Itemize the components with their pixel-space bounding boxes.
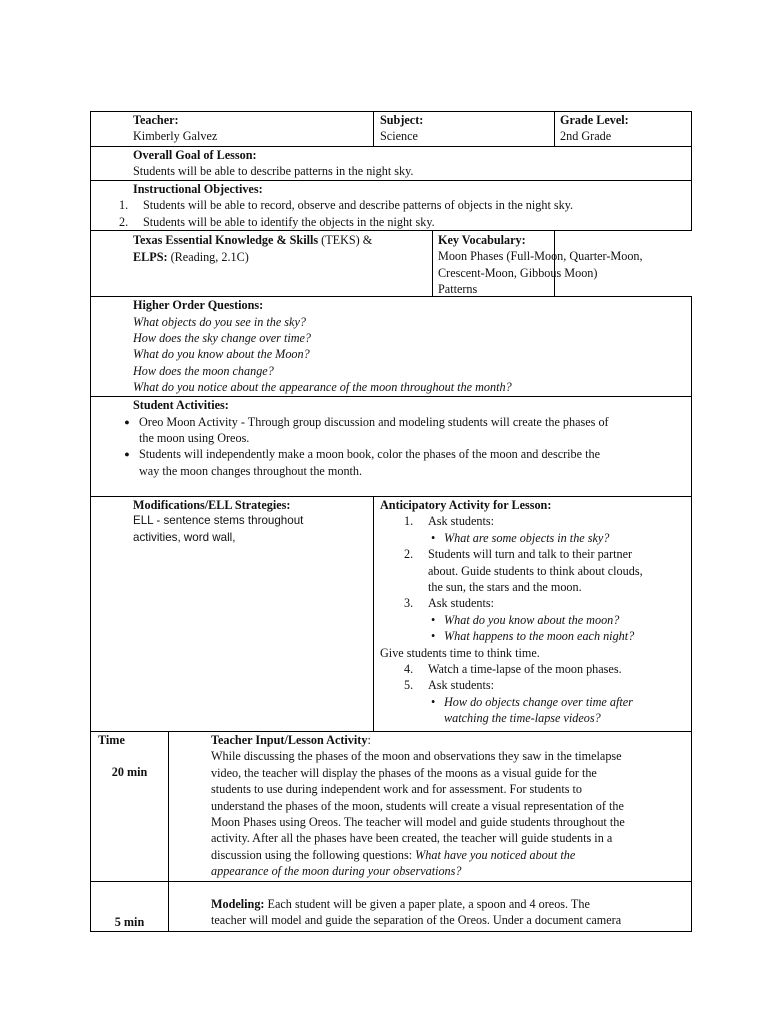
objective-number: 2. xyxy=(119,214,129,229)
hoq-question: What do you notice about the appearance of the moon throughout the month? xyxy=(133,380,512,395)
give-time-text: Give students time to think time. xyxy=(380,645,540,660)
step-text: Students will turn and talk to their partner xyxy=(428,547,633,562)
teacher-cell xyxy=(91,112,374,147)
anticipatory-question xyxy=(404,530,691,546)
teacher-input-question: What have you noticed about the xyxy=(415,847,576,862)
activities-label: Student Activities: xyxy=(133,398,229,413)
bullet-icon: • xyxy=(430,612,436,627)
teks-label: Texas Essential Knowledge & Skills xyxy=(133,233,319,248)
subject-label: Subject: xyxy=(380,113,424,127)
teacher-input-line: students to use during independent work and for assessment. For students to xyxy=(211,782,582,797)
teacher-value: Kimberly Galvez xyxy=(133,129,218,144)
step-number: 5. xyxy=(404,678,414,693)
activity-text: way the moon changes throughout the month. xyxy=(139,463,363,478)
hoq-question: What do you know about the Moon? xyxy=(133,347,310,362)
anticipatory-cell xyxy=(374,497,692,732)
modifications-line: ELL - sentence stems throughout xyxy=(133,514,304,528)
step-text: Ask students: xyxy=(428,678,495,693)
modifications-label: Modifications/ELL Strategies: xyxy=(133,498,291,512)
lesson-plan-table-mid xyxy=(90,496,692,732)
objectives-label: Instructional Objectives: xyxy=(133,182,263,196)
teacher-label: Teacher: xyxy=(133,113,179,127)
grade-value: 2nd Grade xyxy=(560,129,612,144)
question-text: What happens to the moon each night? xyxy=(444,629,635,644)
activity-item xyxy=(115,446,691,479)
anticipatory-step xyxy=(404,661,691,677)
step-text: Ask students: xyxy=(428,514,495,529)
vocab-box xyxy=(432,231,690,296)
anticipatory-question xyxy=(404,628,691,644)
teks-label-rest: (TEKS) & xyxy=(318,233,373,248)
teacher-input-line: activity. After all the phases have been created, the teacher will guide students in a xyxy=(211,831,613,846)
objective-item xyxy=(119,197,691,213)
step-text: the sun, the stars and the moon. xyxy=(428,580,582,595)
question-text: watching the time-lapse videos? xyxy=(444,711,601,726)
question-text: How do objects change over time after xyxy=(444,694,633,709)
lesson-plan-table-top xyxy=(90,111,692,497)
activity-text: Oreo Moon Activity - Through group discussion and modeling students will create the phases of xyxy=(139,414,609,429)
hoq-cell xyxy=(91,297,692,397)
modifications-line: activities, word wall, xyxy=(133,530,236,544)
goal-text: Students will be able to describe patterns in the night sky. xyxy=(133,164,414,179)
anticipatory-question xyxy=(404,694,691,727)
grade-label: Grade Level: xyxy=(560,113,629,127)
subject-value: Science xyxy=(380,129,418,144)
time-label: Time xyxy=(98,733,125,747)
teacher-input-question: appearance of the moon during your observations? xyxy=(211,864,462,879)
step-text: Ask students: xyxy=(428,596,495,611)
step-number: 3. xyxy=(404,596,414,611)
vocab-line: Moon Phases (Full-Moon, Quarter-Moon, xyxy=(438,249,643,264)
modeling-text: teacher will model and guide the separation of the Oreos. Under a document camera xyxy=(211,913,622,928)
bullet-icon: • xyxy=(430,694,436,709)
step-text: Watch a time-lapse of the moon phases. xyxy=(428,662,622,677)
hoq-question: How does the moon change? xyxy=(133,363,274,378)
goal-cell xyxy=(91,147,692,181)
modeling-label: Modeling: xyxy=(211,897,265,911)
anticipatory-step xyxy=(404,513,691,529)
time-value: 20 min xyxy=(111,765,148,780)
lesson-plan-table-time xyxy=(90,731,692,932)
teacher-input-line: discussion using the following questions: xyxy=(211,847,416,862)
hoq-label: Higher Order Questions: xyxy=(133,298,264,313)
question-text: What are some objects in the sky? xyxy=(444,530,610,545)
anticipatory-label: Anticipatory Activity for Lesson: xyxy=(380,498,552,512)
step-text: about. Guide students to think about clouds, xyxy=(428,563,643,578)
step-number: 4. xyxy=(404,662,414,677)
question-text: What do you know about the moon? xyxy=(444,612,620,627)
teacher-input-line: video, the teacher will display the phases of the moons as a visual guide for the xyxy=(211,765,597,780)
teacher-input-line: Moon Phases using Oreos. The teacher will model and guide students throughout the xyxy=(211,815,625,830)
modeling-text: Each student will be given a paper plate, a spoon and 4 oreos. The xyxy=(264,897,590,911)
bullet-icon: • xyxy=(430,629,436,644)
activity-item xyxy=(115,414,691,447)
anticipatory-question xyxy=(404,612,691,628)
teacher-input-cell xyxy=(169,732,692,882)
time-cell-2 xyxy=(91,882,169,932)
step-number: 1. xyxy=(404,514,414,529)
bullet-icon: ● xyxy=(124,449,130,460)
objectives-cell xyxy=(91,181,692,231)
anticipatory-step xyxy=(404,595,691,611)
vocab-line: Crescent-Moon, Gibbous Moon) xyxy=(438,265,598,280)
goal-label: Overall Goal of Lesson: xyxy=(133,148,257,162)
objective-item xyxy=(119,214,691,230)
teacher-input-line: understand the phases of the moon, students will create a visual representation of the xyxy=(211,798,624,813)
activity-text: the moon using Oreos. xyxy=(139,431,250,446)
subject-cell xyxy=(374,112,555,147)
bullet-icon: ● xyxy=(124,416,130,427)
modeling-cell xyxy=(169,882,692,932)
time-value: 5 min xyxy=(114,914,145,929)
hoq-question: What objects do you see in the sky? xyxy=(133,314,306,329)
vocab-line: Patterns xyxy=(438,282,478,297)
anticipatory-step xyxy=(404,546,691,595)
elps-value: (Reading, 2.1C) xyxy=(167,249,249,264)
objective-number: 1. xyxy=(119,198,129,213)
time-cell-1 xyxy=(91,732,169,882)
activities-cell xyxy=(91,397,692,497)
anticipatory-step xyxy=(404,677,691,693)
objective-text: Students will be able to record, observe and describe patterns of objects in the night sky. xyxy=(143,198,574,213)
objective-text: Students will be able to identify the objects in the night sky. xyxy=(143,214,435,229)
vocab-label: Key Vocabulary: xyxy=(438,233,526,247)
step-number: 2. xyxy=(404,547,414,562)
teacher-input-colon: : xyxy=(367,733,371,747)
activity-text: Students will independently make a moon book, color the phases of the moon and describe the xyxy=(139,447,600,462)
elps-label: ELPS: xyxy=(133,249,168,264)
modifications-cell xyxy=(91,497,374,732)
hoq-question: How does the sky change over time? xyxy=(133,331,312,346)
teacher-input-line: While discussing the phases of the moon and observations they saw in the timelapse xyxy=(211,749,622,764)
grade-cell xyxy=(555,112,692,147)
bullet-icon: • xyxy=(430,530,436,545)
teacher-input-label: Teacher Input/Lesson Activity xyxy=(211,733,368,747)
